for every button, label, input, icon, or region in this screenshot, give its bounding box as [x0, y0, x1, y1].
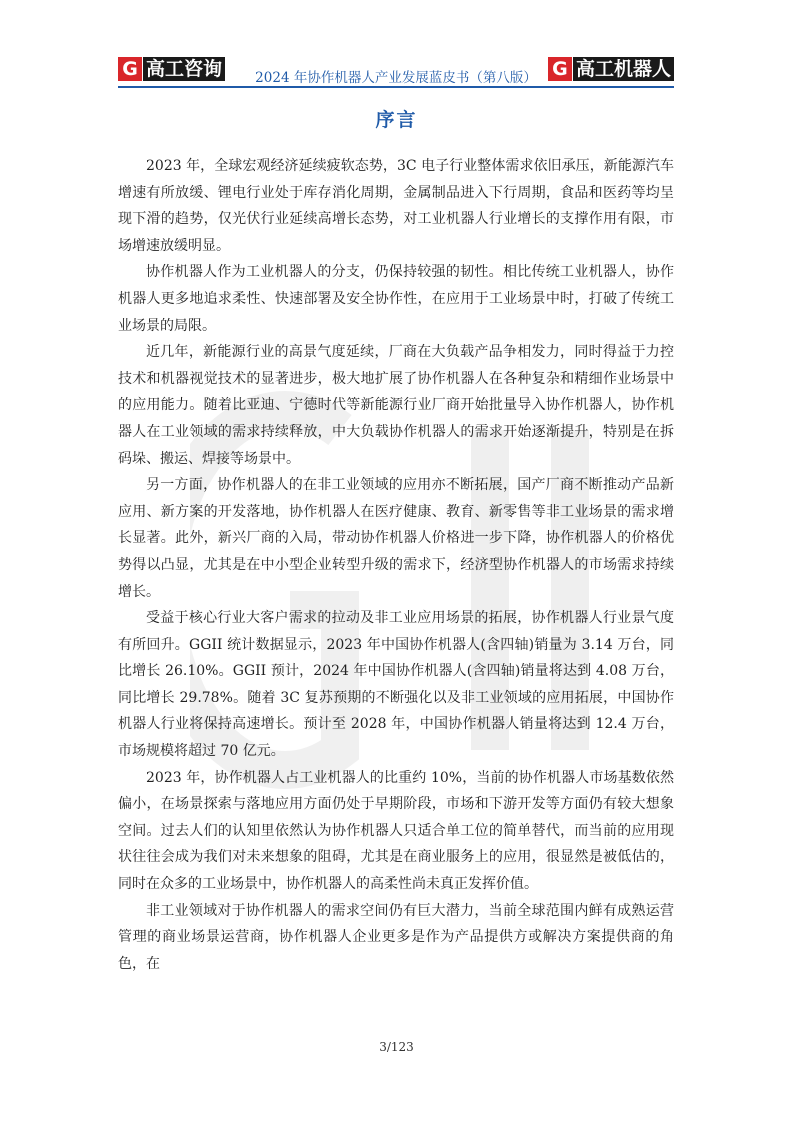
logo-right-text: 高工机器人 [573, 57, 674, 81]
paragraph: 受益于核心行业大客户需求的拉动及非工业应用场景的拓展，协作机器人行业景气度有所回升。GGII 统计数据显示，2023 年中国协作机器人(含四轴)销量为 3.14 万台，同比增长 26.10%。GGII 预计，2024 年中国协作机器人(含四轴)销量将达到 4.08 万台，同比增长 29.78%。随着 3C 复苏预期的不断强化以及非工业领域的应用拓展，中国协作机器人行业将保持高速增长。预计至 2028 年，中国协作机器人销量将达到 12.4 万台，市场规模将超过 70 亿元。 [118, 610, 674, 760]
document-title: 2024 年协作机器人产业发展蓝皮书（第八版） [255, 70, 537, 86]
paragraph: 另一方面，协作机器人的在非工业领域的应用亦不断拓展，国产厂商不断推动产品新应用、新方案的开发落地，协作机器人在医疗健康、教育、新零售等非工业场景的需求增长显著。此外，新兴厂商的入局，带动协作机器人价格进一步下降，协作机器人的价格优势得以凸显，尤其是在中小型企业转型升级的需求下，经济型协作机器人的市场需求持续增长。 [118, 477, 674, 600]
paragraph: 非工业领域对于协作机器人的需求空间仍有巨大潜力，当前全球范围内鲜有成熟运营管理的商业场景运营商，协作机器人企业更多是作为产品提供方或解决方案提供商的角色，在 [118, 902, 674, 972]
paragraph: 2023 年，协作机器人占工业机器人的比重约 10%，当前的协作机器人市场基数依然偏小，在场景探索与落地应用方面仍处于早期阶段，市场和下游开发等方面仍有较大想象空间。过去人们的认知里依然认为协作机器人只适合单工位的简单替代，而当前的应用现状往往会成为我们对未来想象的阻碍，尤其是在商业服务上的应用，很显然是被低估的，同时在众多的工业场景中，协作机器人的高柔性尚未真正发挥价值。 [118, 769, 674, 893]
paragraph: 2023 年，全球宏观经济延续疲软态势，3C 电子行业整体需求依旧承压，新能源汽车增速有所放缓、锂电行业处于库存消化周期，金属制品进入下行周期，食品和医药等均呈现下滑的趋势，仅光伏行业延续高增长态势，对工业机器人行业增长的支撑作用有限，市场增速放缓明显。 [118, 158, 674, 254]
page-heading: 序言 [375, 109, 418, 131]
logo-g-icon: G [118, 57, 142, 81]
page-header [118, 55, 674, 89]
logo-left-text: 高工咨询 [143, 57, 225, 81]
logo-g-icon: G [548, 57, 572, 81]
page-number: 3/123 [379, 1040, 414, 1054]
header-divider [118, 86, 674, 88]
paragraph: 协作机器人作为工业机器人的分支，仍保持较强的韧性。相比传统工业机器人，协作机器人更多地追求柔性、快速部署及安全协作性，在应用于工业场景中时，打破了传统工业场景的局限。 [118, 264, 674, 334]
gaogong-robot-logo [548, 55, 674, 82]
body-text [118, 153, 674, 977]
paragraph: 近几年，新能源行业的高景气度延续，厂商在大负载产品争相发力，同时得益于力控技术和机器视觉技术的显著进步，极大地扩展了协作机器人在各种复杂和精细作业场景中的应用能力。随着比亚迪、宁德时代等新能源行业厂商开始批量导入协作机器人，协作机器人在工业领域的需求持续释放，中大负载协作机器人的需求开始逐渐提升，特别是在拆码垛、搬运、焊接等场景中。 [118, 344, 674, 467]
